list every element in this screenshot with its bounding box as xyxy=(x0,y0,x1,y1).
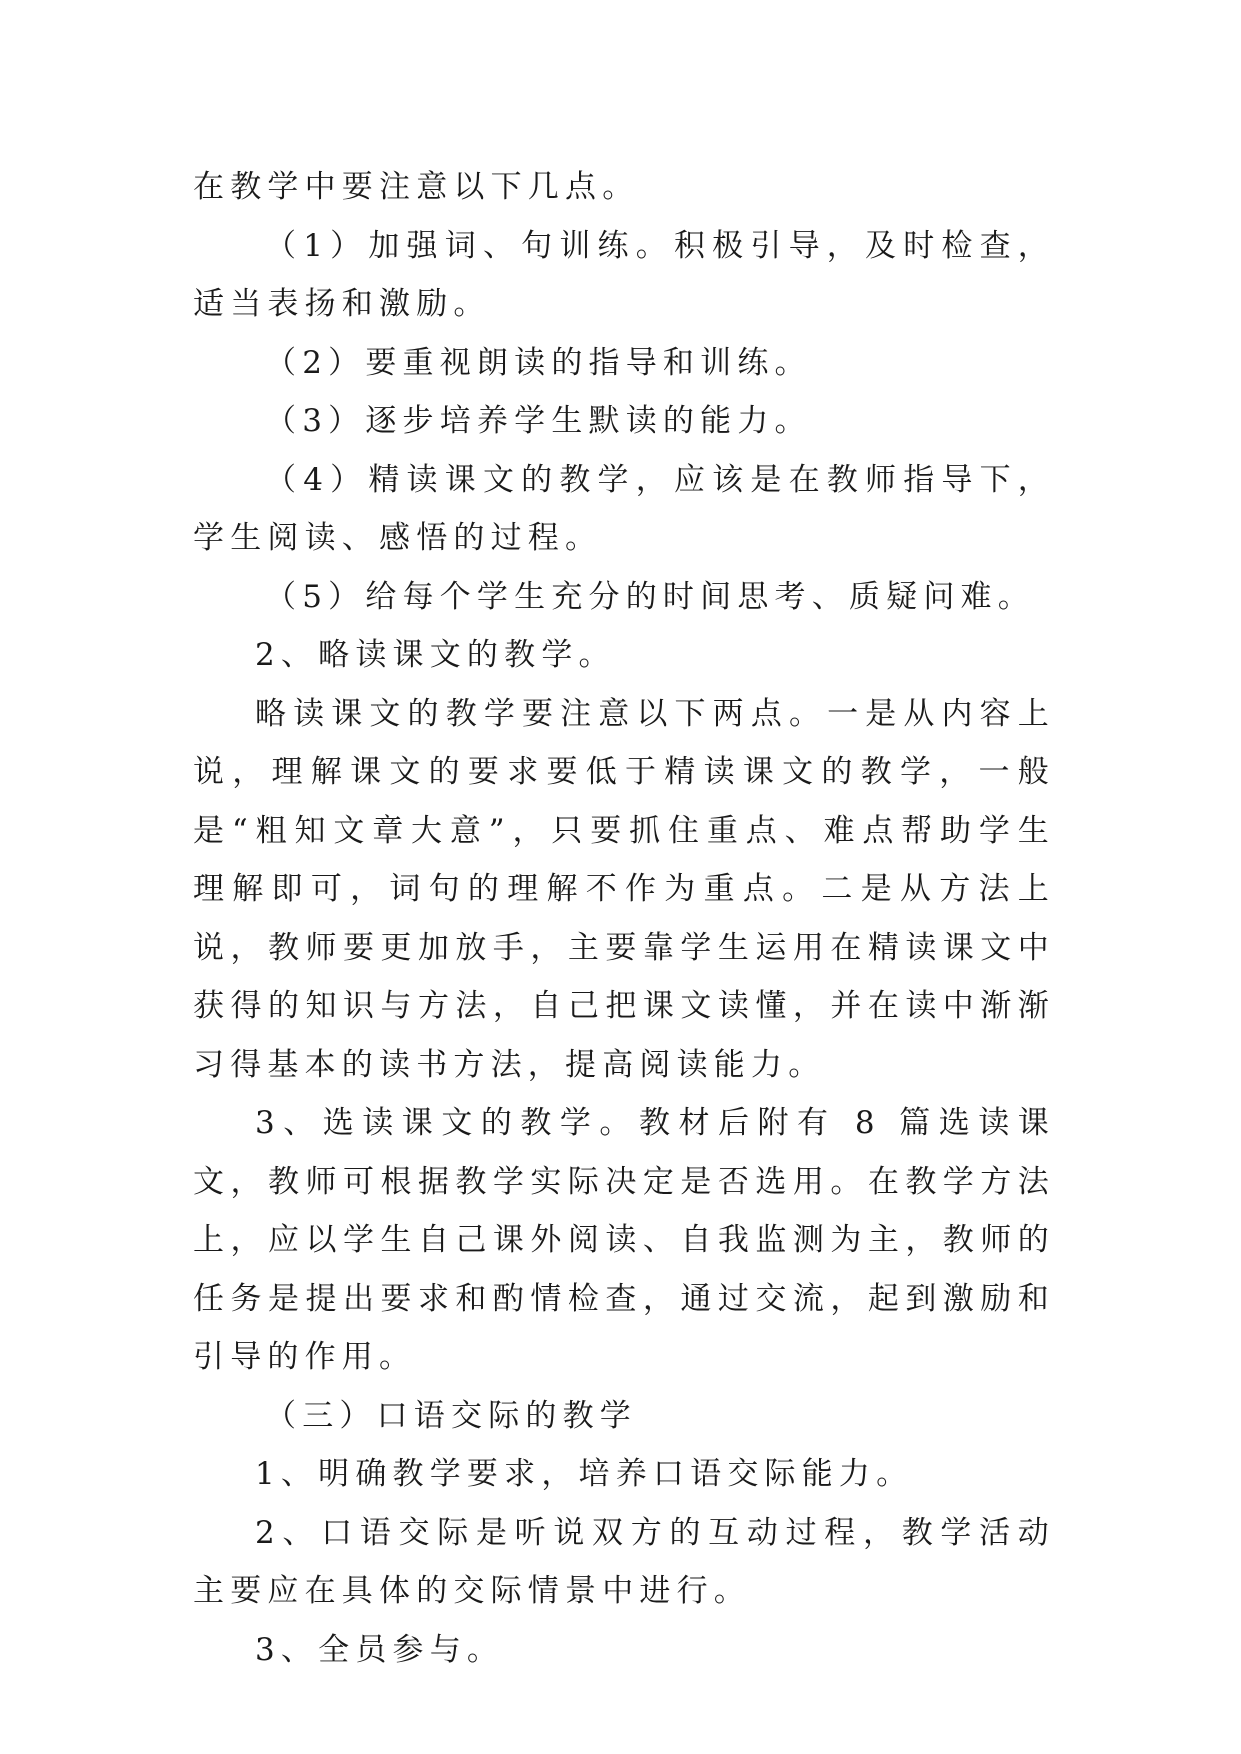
list-item: （4）精读课文的教学，应该是在教师指导下，学生阅读、感悟的过程。 xyxy=(193,461,1055,556)
list-item: 3、全员参与。 xyxy=(255,1631,505,1668)
list-item: （3）逐步培养学生默读的能力。 xyxy=(265,403,812,439)
list-item: （2）要重视朗读的指导和训练。 xyxy=(265,344,812,381)
section-heading: （三）口语交际的教学 xyxy=(265,1397,637,1434)
list-item: 1、明确教学要求，培养口语交际能力。 xyxy=(255,1456,914,1492)
document-page xyxy=(193,158,1055,1679)
paragraph: 略读课文的教学要注意以下两点。一是从内容上说，理解课文的要求要低于精读课文的教学，一般是“粗知文章大意”，只要抓住重点、难点帮助学生理解即可，词句的理解不作为重点。二是从方法上说，教师要更加放手，主要靠学生运用在精读课文中获得的知识与方法，自己把课文读懂，并在读中渐渐习得基本的读书方法，提高阅读能力。 xyxy=(193,695,1055,1083)
list-item: （5）给每个学生充分的时间思考、质疑问难。 xyxy=(265,578,1035,615)
section-heading: 2、略读课文的教学。 xyxy=(255,637,616,673)
list-item: 2、口语交际是听说双方的互动过程，教学活动主要应在具体的交际情景中进行。 xyxy=(193,1514,1055,1609)
paragraph: 3、选读课文的教学。教材后附有 8 篇选读课文，教师可根据教学实际决定是否选用。在教学方法上，应以学生自己课外阅读、自我监测为主，教师的任务是提出要求和酌情检查，通过交流，起到激励和引导的作用。 xyxy=(193,1105,1055,1375)
paragraph: 在教学中要注意以下几点。 xyxy=(193,169,640,205)
list-item: （1）加强词、句训练。积极引导，及时检查，适当表扬和激励。 xyxy=(193,227,1055,322)
